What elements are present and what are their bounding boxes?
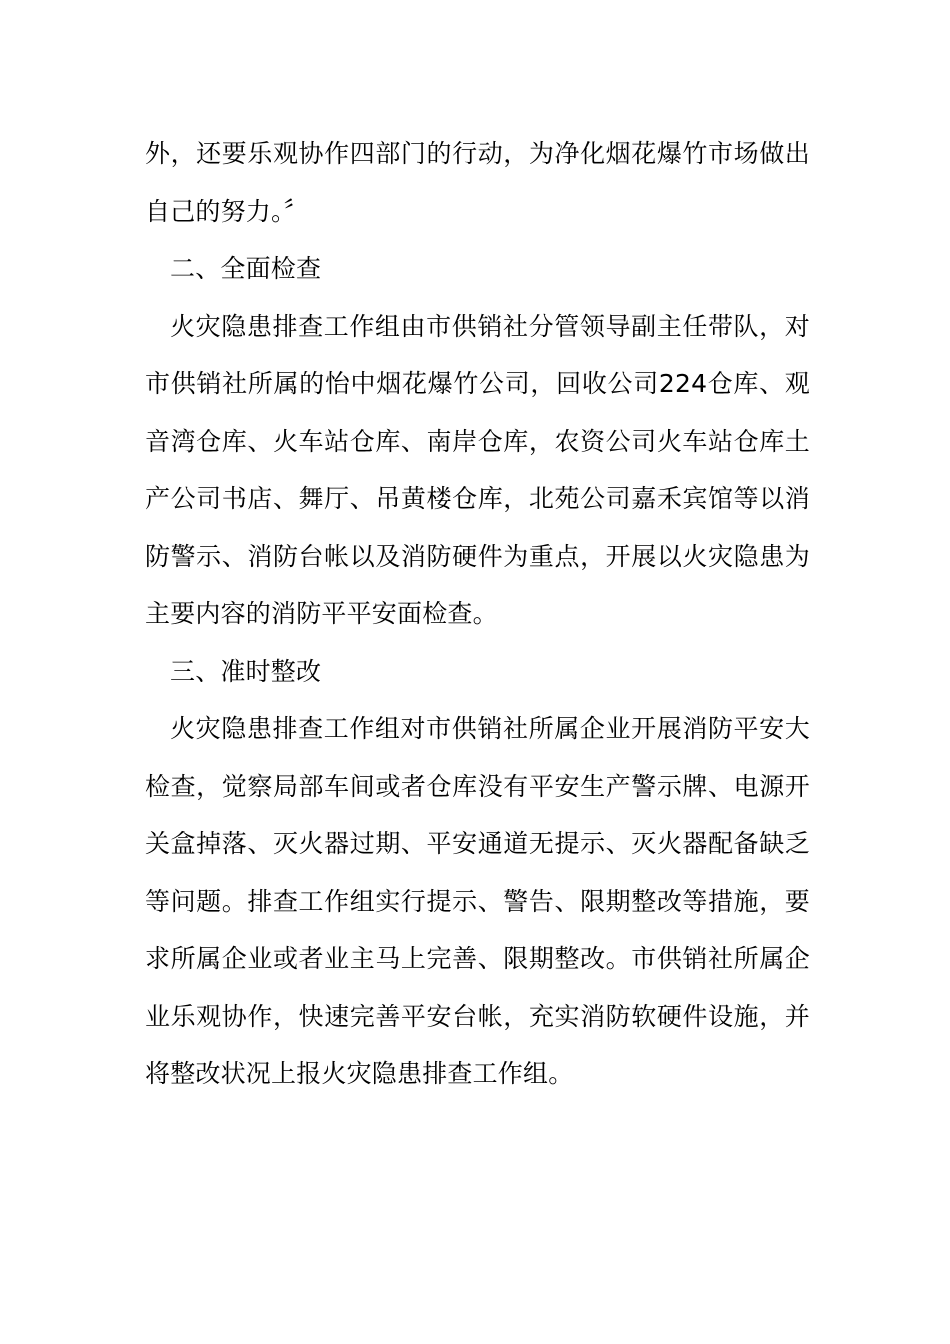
paragraph-rectification: 火灾隐患排查工作组对市供销社所属企业开展消防平安大检查，觉察局部车间或者仓库没有平安生产警示牌、电源开关盒掉落、灭火器过期、平安通道无提示、灭火器配备缺乏等问题。排查工作组实行提示、警告、限期整改等措施，要求所属企业或者业主马上完善、限期整改。市供销社所属企业乐观协作，快速完善平安台帐，充实消防软硬件设施，并将整改状况上报火灾隐患排查工作组。 [145, 714, 810, 1088]
section-heading-2: 二、全面检查 [170, 254, 322, 283]
document-body [145, 125, 810, 1103]
section-heading-3: 三、准时整改 [170, 656, 322, 686]
paragraph-inspection: 火灾隐患排查工作组由市供销社分管领导副主任带队，对市供销社所属的怡中烟花爆竹公司，回收公司224仓库、观音湾仓库、火车站仓库、南岸仓库，农资公司火车站仓库土产公司书店、舞厅、吊黄楼仓库，北苑公司嘉禾宾馆等以消防警示、消防台帐以及消防硬件为重点，开展以火灾隐患为主要内容的消防平平安面检查。 [145, 311, 810, 628]
paragraph-continuation: 外，还要乐观协作四部门的行动，为净化烟花爆竹市场做出自己的努力。〞 [145, 139, 810, 226]
